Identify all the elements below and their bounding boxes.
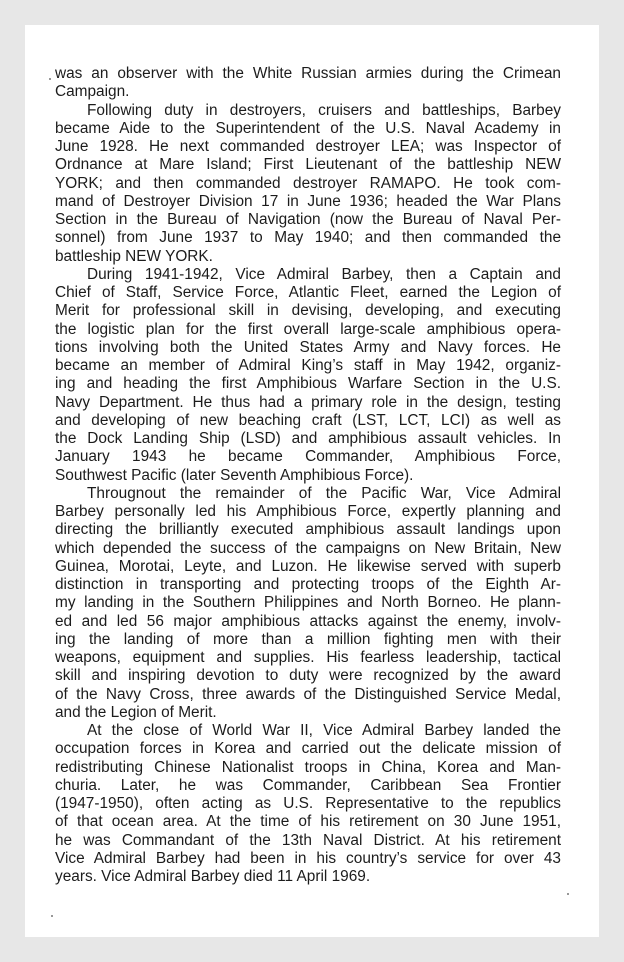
text-line: became Aide to the Superintendent of the U.S. Naval Academy in [55,119,561,137]
paragraph-2 [55,102,561,266]
paragraph-4 [55,485,561,722]
text-line: ing and heading the first Amphibious Warfare Section in the U.S. [55,375,561,393]
text-line: January 1943 he became Commander, Amphibious Force, [55,448,561,466]
text-line: weapons, equipment and supplies. His fearless leadership, tactical [55,649,561,666]
text-line: was an observer with the White Russian armies during the Crimean [55,65,561,82]
text-line: Chief of Staff, Service Force, Atlantic Fleet, earned the Legion of [55,284,561,301]
text-line: of the Navy Cross, three awards of the Distinguished Service Medal, [55,685,561,703]
text-line: Southwest Pacific (later Seventh Amphibious Force). [55,466,414,484]
text-line: sonnel) from June 1937 to May 1940; and then commanded the [55,229,561,247]
body-text [55,65,561,886]
text-line: battleship NEW YORK. [55,247,213,265]
text-line: Guinea, Morotai, Leyte, and Luzon. He likewise served with superb [55,557,561,575]
text-line: June 1928. He next commanded destroyer LEA; was Inspector of [55,138,561,155]
text-line: Barbey personally led his Amphibious Force, expertly planning and [55,503,561,520]
text-line: Througnout the remainder of the Pacific War, Vice Admiral [87,484,561,502]
text-line: (1947-1950), often acting as U.S. Representative to the republics [55,795,561,812]
text-line: which depended the success of the campaigns on New Britain, New [55,539,561,557]
scan-speck [567,893,569,895]
text-line: Vice Admiral Barbey had been in his country’s service for over 43 [55,849,561,867]
text-line: Merit for professional skill in devising, developing, and executing [55,302,561,320]
text-line: ed and led 56 major amphibious attacks against the enemy, involv- [55,612,561,630]
text-line: and the Legion of Merit. [55,703,217,721]
text-line: distinction in transporting and protecting troops of the Eighth Ar- [55,576,561,593]
text-line: ing the landing of more than a million fighting men with their [55,630,561,648]
scan-speck [51,915,53,917]
text-line: skill and inspiring devotion to duty were recognized by the award [55,667,561,685]
text-line: Ordnance at Mare Island; First Lieutenant of the battleship NEW [55,156,561,174]
paragraph-1 [55,65,561,102]
text-line: years. Vice Admiral Barbey died 11 April 1969. [55,868,371,885]
text-line: At the close of World War II, Vice Admiral Barbey landed the [87,722,561,739]
text-line: the logistic plan for the first overall large-scale amphibious opera- [55,320,561,338]
text-line: occupation forces in Korea and carried out the delicate mission of [55,740,561,758]
text-line: tions involving both the United States Army and Navy forces. He [55,338,561,356]
text-line: became an member of Admiral King’s staff in May 1942, organiz- [55,357,561,374]
text-line: During 1941-1942, Vice Admiral Barbey, then a Captain and [87,265,561,283]
text-line: the Dock Landing Ship (LSD) and amphibious assault vehicles. In [55,430,561,447]
document-page [25,25,599,937]
text-line: redistributing Chinese Nationalist troops in China, Korea and Man- [55,758,561,776]
scan-speck [49,78,51,80]
text-line: directing the brilliantly executed amphibious assault landings upon [55,521,561,539]
text-line: mand of Destroyer Division 17 in June 1936; headed the War Plans [55,192,561,210]
paragraph-5 [55,722,561,886]
text-line: YORK; and then commanded destroyer RAMAPO. He took com- [55,174,561,192]
text-line: Navy Department. He thus had a primary role in the design, testing [55,393,561,411]
text-line: Following duty in destroyers, cruisers and battleships, Barbey [87,101,561,119]
text-line: of that ocean area. At the time of his retirement on 30 June 1951, [55,813,561,831]
text-line: my landing in the Southern Philippines and North Borneo. He plann- [55,594,561,612]
text-line: churia. Later, he was Commander, Caribbean Sea Frontier [55,776,561,794]
text-line: Campaign. [55,83,130,101]
text-line: Section in the Bureau of Navigation (now the Bureau of Naval Per- [55,211,561,228]
text-line: and developing of new beaching craft (LST, LCT, LCI) as well as [55,411,561,429]
text-line: he was Commandant of the 13th Naval District. At his retirement [55,831,561,849]
paragraph-3 [55,266,561,485]
